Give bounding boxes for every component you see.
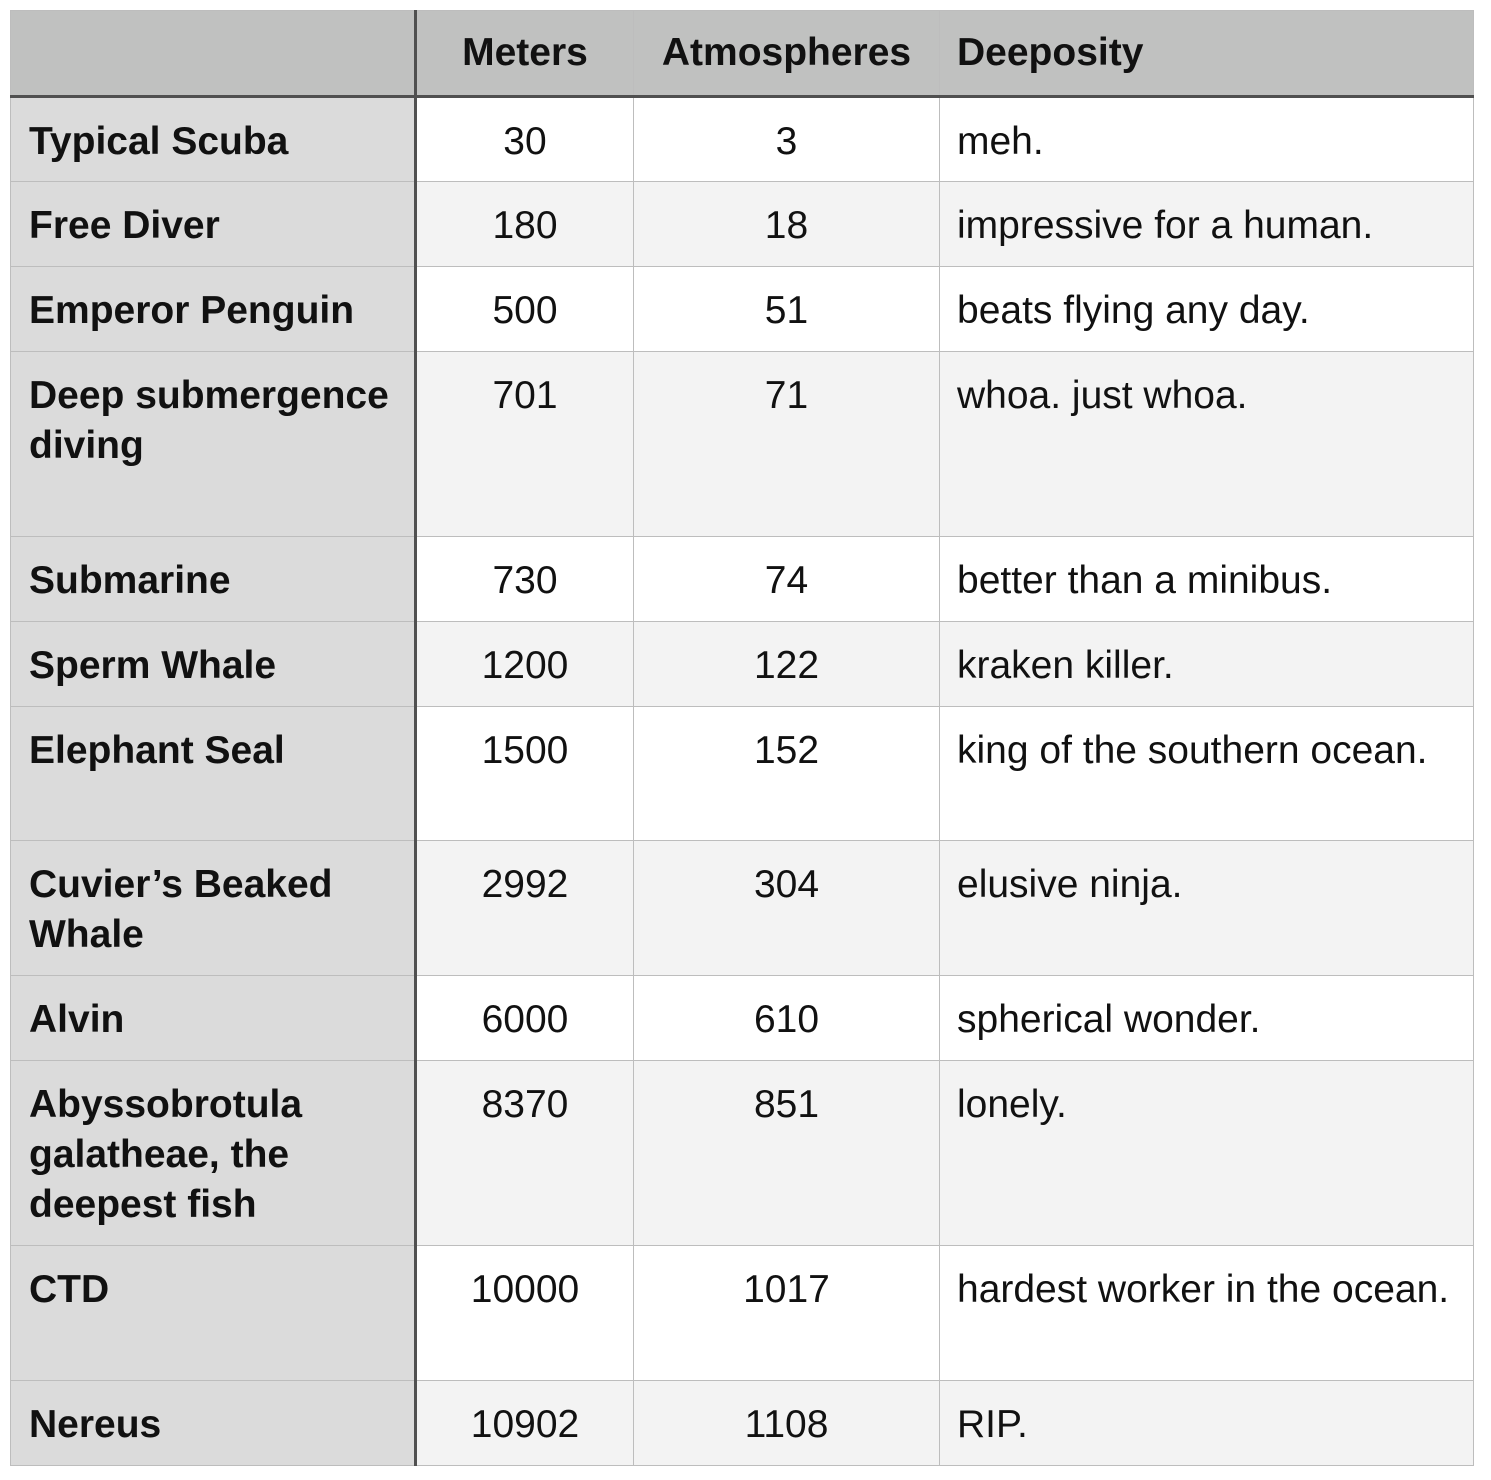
header-atmospheres: Atmospheres: [634, 11, 940, 97]
row-atmospheres: 1017: [634, 1246, 940, 1381]
table-row: [11, 352, 1474, 537]
table-row: [11, 182, 1474, 267]
row-atmospheres: 1108: [634, 1381, 940, 1466]
row-atmospheres: 304: [634, 841, 940, 976]
row-name: Abyssobrotula galatheae, the deepest fish: [11, 1061, 416, 1246]
row-deeposity: meh.: [940, 97, 1474, 182]
table-row: [11, 622, 1474, 707]
row-atmospheres: 71: [634, 352, 940, 537]
table-row: [11, 841, 1474, 976]
table-row: [11, 1246, 1474, 1381]
row-deeposity: better than a minibus.: [940, 537, 1474, 622]
row-meters: 10902: [416, 1381, 634, 1466]
table-row: [11, 97, 1474, 182]
row-deeposity: RIP.: [940, 1381, 1474, 1466]
header-meters: Meters: [416, 11, 634, 97]
row-name: Nereus: [11, 1381, 416, 1466]
row-name: Cuvier’s Beaked Whale: [11, 841, 416, 976]
table-row: [11, 267, 1474, 352]
row-atmospheres: 122: [634, 622, 940, 707]
table-row: [11, 1381, 1474, 1466]
row-meters: 730: [416, 537, 634, 622]
row-name: Sperm Whale: [11, 622, 416, 707]
row-meters: 180: [416, 182, 634, 267]
row-atmospheres: 851: [634, 1061, 940, 1246]
table-row: [11, 976, 1474, 1061]
row-atmospheres: 18: [634, 182, 940, 267]
row-meters: 6000: [416, 976, 634, 1061]
row-deeposity: king of the southern ocean.: [940, 707, 1474, 841]
row-meters: 701: [416, 352, 634, 537]
row-meters: 2992: [416, 841, 634, 976]
row-deeposity: elusive ninja.: [940, 841, 1474, 976]
table-row: [11, 537, 1474, 622]
row-name: Deep submergence diving: [11, 352, 416, 537]
row-deeposity: impressive for a human.: [940, 182, 1474, 267]
header-deeposity: Deeposity: [940, 11, 1474, 97]
row-meters: 8370: [416, 1061, 634, 1246]
row-meters: 1500: [416, 707, 634, 841]
row-meters: 30: [416, 97, 634, 182]
row-name: CTD: [11, 1246, 416, 1381]
row-deeposity: hardest worker in the ocean.: [940, 1246, 1474, 1381]
depth-table: [10, 10, 1474, 1466]
row-name: Submarine: [11, 537, 416, 622]
row-name: Alvin: [11, 976, 416, 1061]
row-deeposity: spherical wonder.: [940, 976, 1474, 1061]
row-deeposity: beats flying any day.: [940, 267, 1474, 352]
row-name: Emperor Penguin: [11, 267, 416, 352]
row-deeposity: kraken killer.: [940, 622, 1474, 707]
row-meters: 1200: [416, 622, 634, 707]
row-meters: 500: [416, 267, 634, 352]
row-atmospheres: 51: [634, 267, 940, 352]
row-name: Typical Scuba: [11, 97, 416, 182]
row-atmospheres: 610: [634, 976, 940, 1061]
row-atmospheres: 3: [634, 97, 940, 182]
row-atmospheres: 74: [634, 537, 940, 622]
header-row: [11, 11, 1474, 97]
row-name: Free Diver: [11, 182, 416, 267]
table-row: [11, 707, 1474, 841]
row-meters: 10000: [416, 1246, 634, 1381]
header-corner: [11, 11, 416, 97]
row-name: Elephant Seal: [11, 707, 416, 841]
table-row: [11, 1061, 1474, 1246]
row-atmospheres: 152: [634, 707, 940, 841]
row-deeposity: whoa. just whoa.: [940, 352, 1474, 537]
row-deeposity: lonely.: [940, 1061, 1474, 1246]
